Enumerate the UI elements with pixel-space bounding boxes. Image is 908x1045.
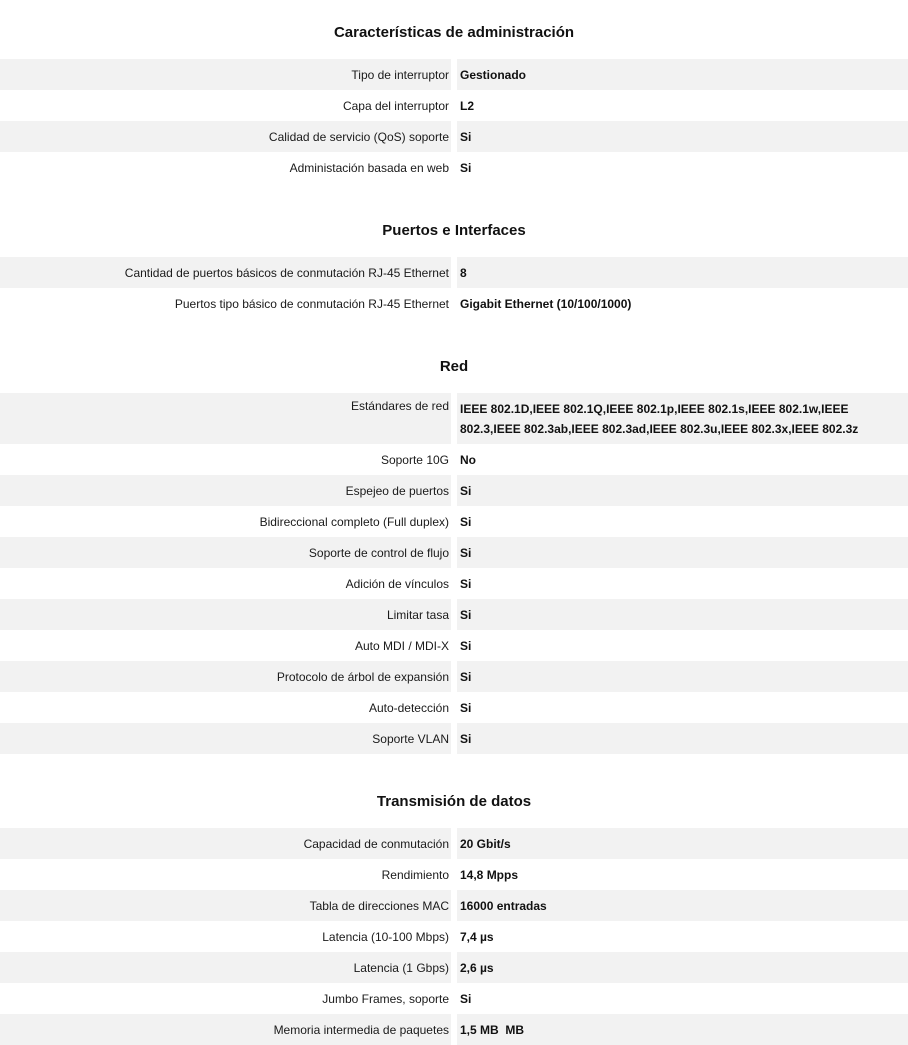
spec-row — [0, 661, 908, 692]
spec-row — [0, 59, 908, 90]
spec-label: Capa del interruptor — [342, 98, 449, 113]
section-data-transmission — [0, 769, 908, 1045]
spec-value: Si — [460, 669, 472, 684]
spec-row — [0, 983, 908, 1014]
spec-row — [0, 568, 908, 599]
spec-row — [0, 475, 908, 506]
spec-row — [0, 630, 908, 661]
spec-label: Tabla de direcciones MAC — [309, 898, 449, 913]
spec-row — [0, 506, 908, 537]
section-management — [0, 0, 908, 198]
spec-label: Latencia (1 Gbps) — [353, 960, 449, 975]
spec-label: Limitar tasa — [386, 607, 449, 622]
spec-row — [0, 537, 908, 568]
spec-label: Rendimiento — [381, 867, 449, 882]
spec-label: Espejeo de puertos — [345, 483, 449, 498]
spec-value: 16000 entradas — [460, 898, 547, 913]
spec-row — [0, 599, 908, 630]
spec-value: 20 Gbit/s — [460, 836, 511, 851]
spec-label: Bidireccional completo (Full duplex) — [259, 514, 449, 529]
spec-row — [0, 121, 908, 152]
spec-label: Soporte 10G — [380, 452, 449, 467]
spec-value: Si — [460, 638, 472, 653]
spec-label: Soporte de control de flujo — [308, 545, 449, 560]
spec-row — [0, 90, 908, 121]
spec-value: Si — [460, 545, 472, 560]
spec-label: Tipo de interruptor — [351, 67, 449, 82]
spec-value: IEEE 802.1D,IEEE 802.1Q,IEEE 802.1p,IEEE 802.1s,IEEE 802.1w,IEEE 802.3,IEEE 802.3ab,IEEE 802.3ad,IEEE 802.3u,IEEE 802.3x,IEEE 802.3z — [460, 401, 859, 436]
spec-label: Estándares de red — [350, 399, 449, 413]
spec-row — [0, 257, 908, 288]
spec-row — [0, 828, 908, 859]
spec-label: Auto-detección — [368, 700, 449, 715]
spec-value: Gestionado — [460, 67, 527, 82]
spec-value: 14,8 Mpps — [460, 867, 519, 882]
spec-row — [0, 152, 908, 183]
spec-value: Si — [460, 991, 472, 1006]
spec-row — [0, 952, 908, 983]
spec-label: Jumbo Frames, soporte — [322, 991, 449, 1006]
spec-value: Si — [460, 731, 472, 746]
spec-label: Auto MDI / MDI-X — [354, 638, 449, 653]
spec-value: No — [460, 452, 476, 467]
spec-value: 1,5 MB MB — [460, 1022, 525, 1037]
spec-row — [0, 723, 908, 754]
spec-value: Si — [460, 607, 472, 622]
spec-row — [0, 288, 908, 319]
spec-value: 8 — [460, 265, 467, 280]
spec-row — [0, 393, 908, 444]
spec-label: Soporte VLAN — [372, 731, 449, 746]
spec-value: Si — [460, 514, 472, 529]
section-network — [0, 334, 908, 769]
spec-row — [0, 921, 908, 952]
spec-value: Si — [460, 129, 472, 144]
spec-label: Protocolo de árbol de expansión — [276, 669, 449, 684]
section-title: Puertos e Interfaces — [382, 222, 526, 239]
section-ports — [0, 198, 908, 334]
spec-row — [0, 692, 908, 723]
spec-row — [0, 890, 908, 921]
spec-value: Si — [460, 576, 472, 591]
spec-label: Cantidad de puertos básicos de conmutación RJ-45 Ethernet — [124, 265, 449, 280]
spec-value: Gigabit Ethernet (10/100/1000) — [460, 296, 632, 311]
spec-label: Calidad de servicio (QoS) soporte — [268, 129, 449, 144]
spec-label: Latencia (10-100 Mbps) — [322, 929, 449, 944]
section-title: Red — [439, 358, 469, 375]
spec-row — [0, 1014, 908, 1045]
spec-label: Puertos tipo básico de conmutación RJ-45 Ethernet — [174, 296, 449, 311]
spec-row — [0, 444, 908, 475]
spec-label: Adición de vínculos — [345, 576, 449, 591]
section-title: Características de administración — [333, 24, 575, 41]
spec-row — [0, 859, 908, 890]
spec-value: 7,4 µs — [460, 929, 494, 944]
section-title: Transmisión de datos — [376, 793, 532, 810]
spec-value: 2,6 µs — [460, 960, 494, 975]
spec-value: Si — [460, 160, 472, 175]
spec-value: Si — [460, 483, 472, 498]
spec-label: Memoria intermedia de paquetes — [273, 1022, 449, 1037]
spec-value: Si — [460, 700, 472, 715]
spec-label: Capacidad de conmutación — [303, 836, 449, 851]
spec-value: L2 — [460, 98, 475, 113]
spec-label: Administación basada en web — [289, 160, 449, 175]
